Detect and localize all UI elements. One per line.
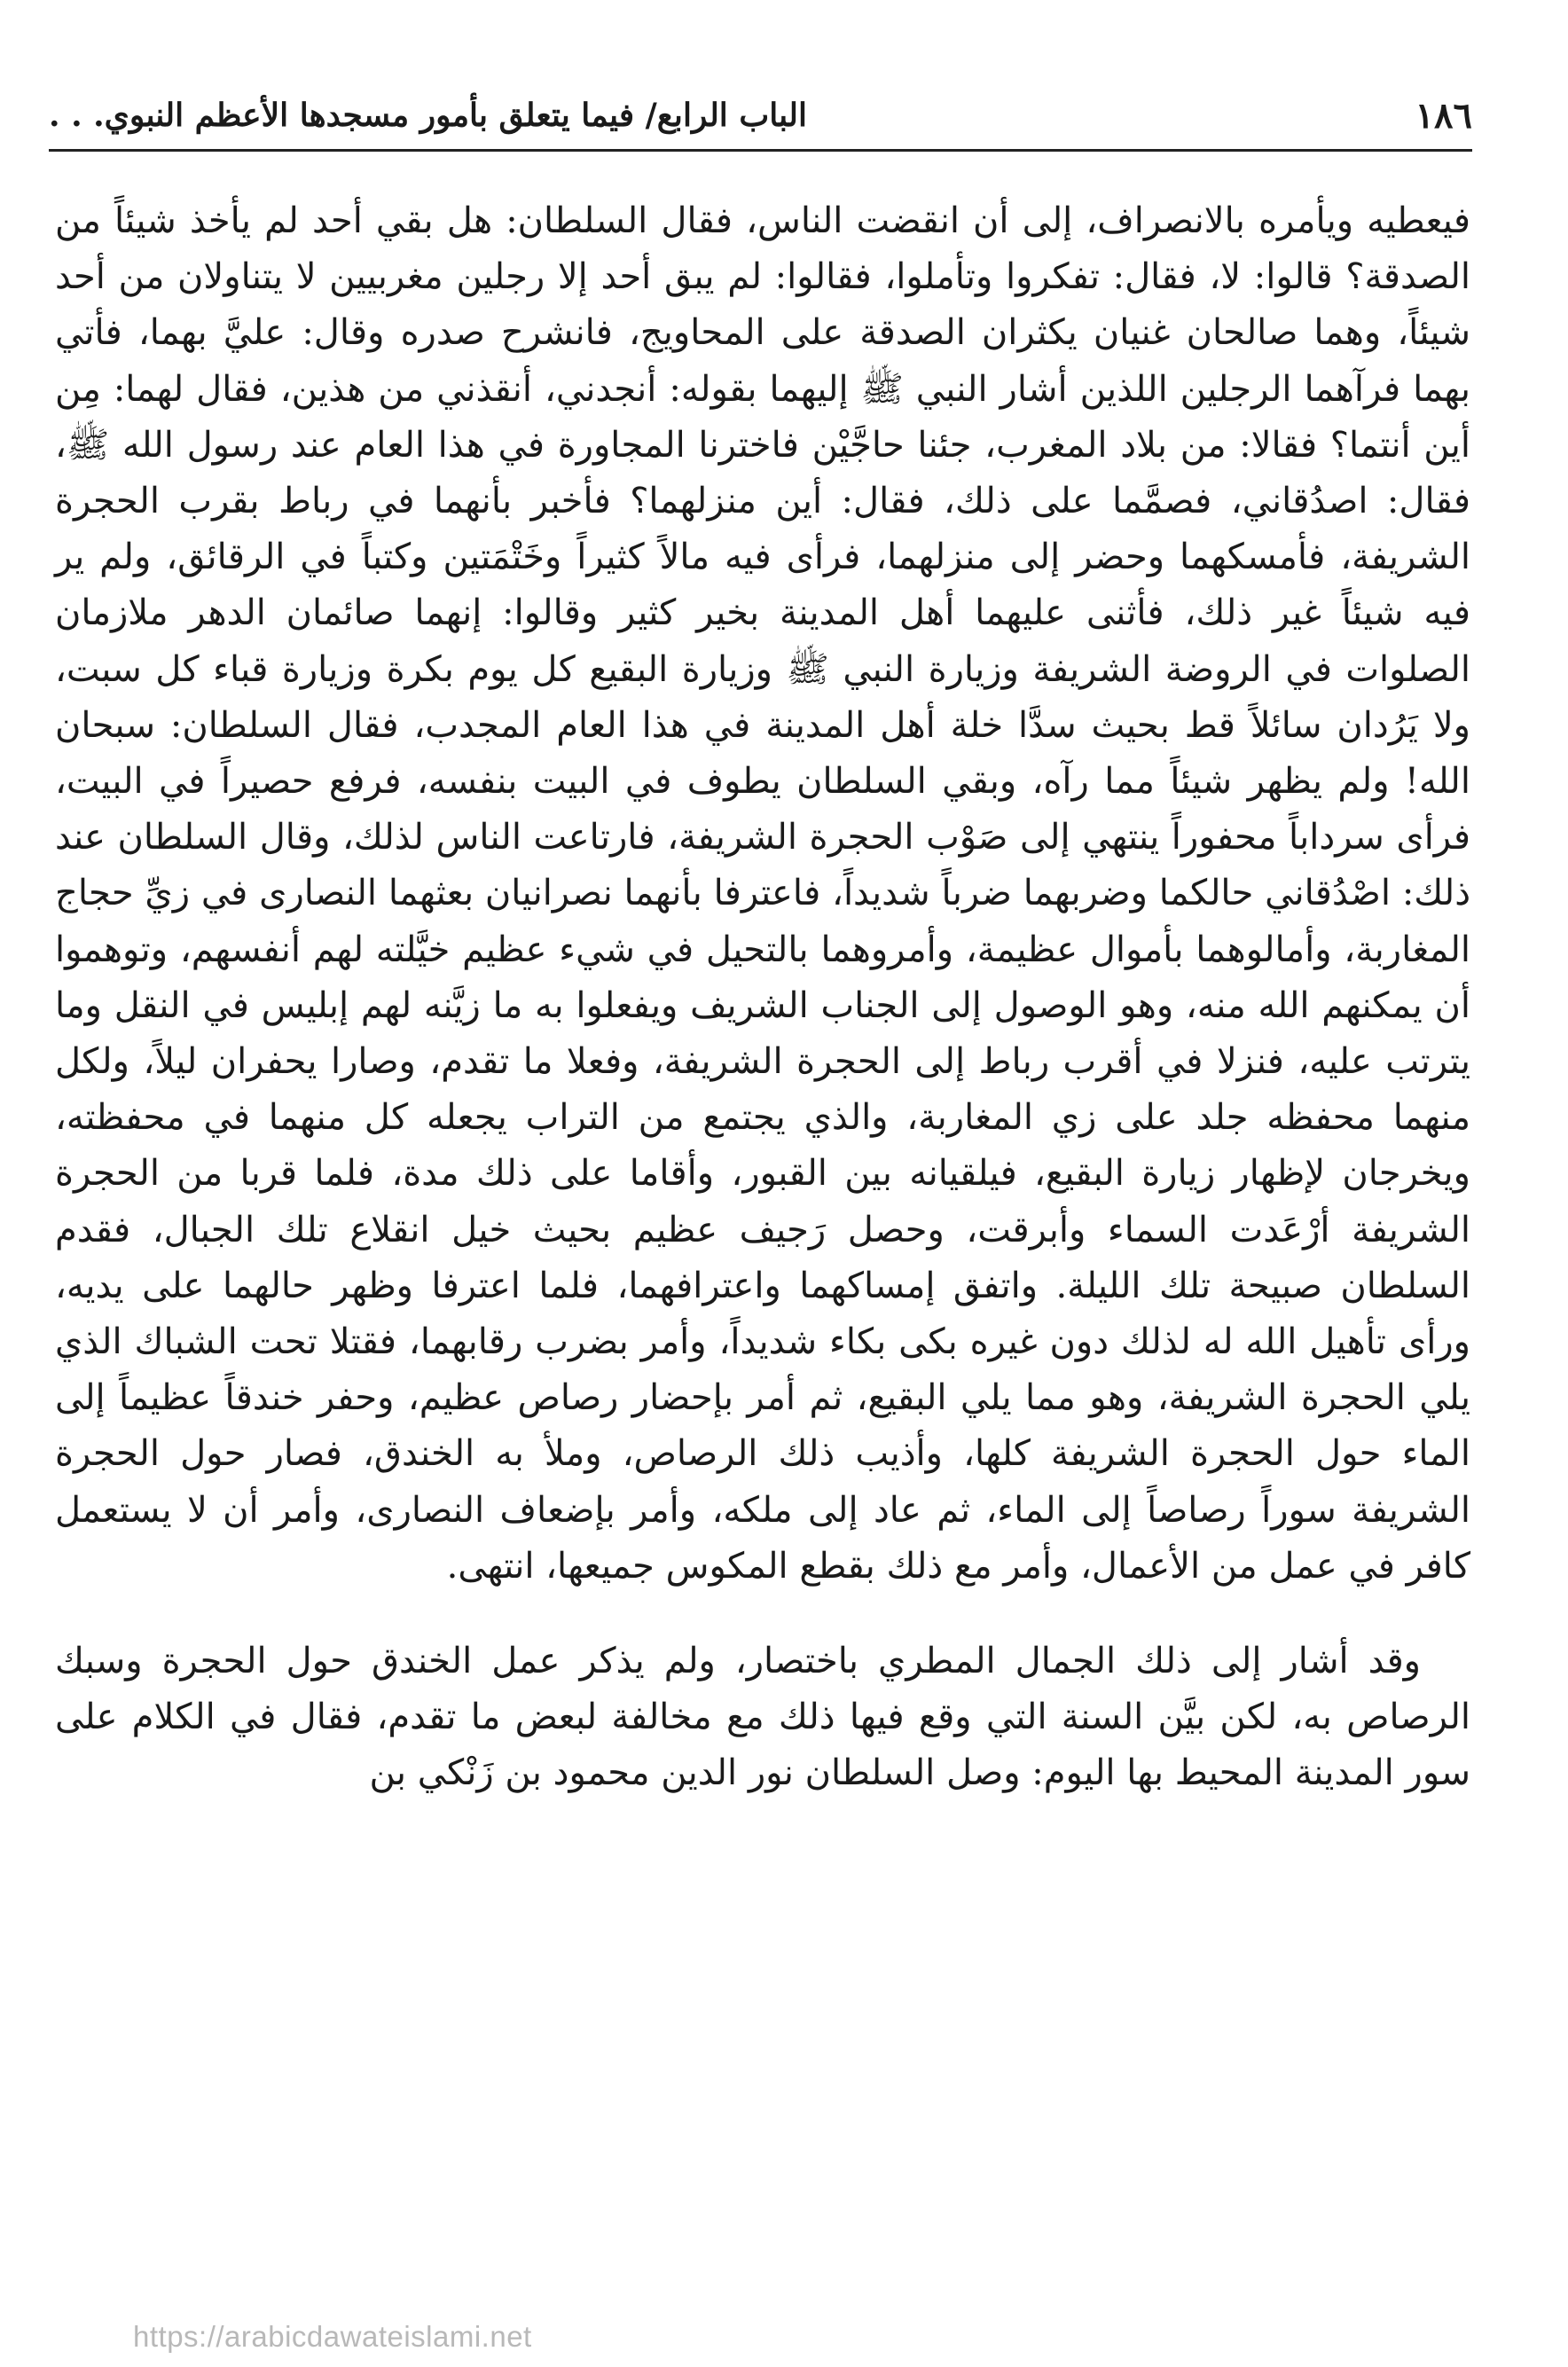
body-text [55, 193, 1470, 1802]
paragraph-1-text: فيعطيه ويأمره بالانصراف، إلى أن انقضت الناس، فقال السلطان: هل بقي أحد لم يأخذ شيئاً من الصدقة؟ قالوا: لا، فقال: تفكروا وتأملوا، فقالوا: لم يبق أحد إلا رجلين مغربيين لا يتناولان من أحد شيئاً، وهما صالحان غنيان يكثران الصدقة على المحاويج، فانشرح صدره وقال: عليَّ بهما، فأتي بهما فرآهما الرجلين اللذين أشار النبي ﷺ إليهما بقوله: أنجدني، أنقذني من هذين، فقال لهما: مِن أين أنتما؟ فقالا: من بلاد المغرب، جئنا حاجَّيْن فاخترنا المجاورة في هذا العام عند رسول الله ﷺ، فقال: اصدُقاني، فصمَّما على ذلك، فقال: أين منزلهما؟ فأخبر بأنهما في رباط بقرب الحجرة الشريفة، فأمسكهما وحضر إلى منزلهما، فرأى فيه مالاً كثيراً وخَتْمَتين وكتباً في الرقائق، ولم ير فيه شيئاً غير ذلك، فأثنى عليهما أهل المدينة بخير كثير وقالوا: إنهما صائمان الدهر ملازمان الصلوات في الروضة الشريفة وزيارة النبي ﷺ وزيارة البقيع كل يوم بكرة وزيارة قباء كل سبت، ولا يَرُدان سائلاً قط بحيث سدَّا خلة أهل المدينة في هذا العام المجدب، فقال السلطان: سبحان الله! ولم يظهر شيئاً مما رآه، وبقي السلطان يطوف في البيت بنفسه، فرفع حصيراً في البيت، فرأى سرداباً محفوراً ينتهي إلى صَوْب الحجرة الشريفة، فارتاعت الناس لذلك، وقال السلطان عند ذلك: اصْدُقاني حالكما وضربهما ضرباً شديداً، فاعترفا بأنهما نصرانيان بعثهما النصارى في زيِّ حجاج المغاربة، وأمالوهما بأموال عظيمة، وأمروهما بالتحيل في شيء عظيم خيَّلته لهم أنفسهم، وتوهموا أن يمكنهم الله منه، وهو الوصول إلى الجناب الشريف ويفعلوا به ما زيَّنه لهم إبليس في النقل وما يترتب عليه، فنزلا في أقرب رباط إلى الحجرة الشريفة، وفعلا ما تقدم، وصارا يحفران ليلاً، ولكل منهما محفظه جلد على زي المغاربة، والذي يجتمع من التراب يجعله كل منهما في محفظته، ويخرجان لإظهار زيارة البقيع، فيلقيانه بين القبور، وأقاما على ذلك مدة، فلما قربا من الحجرة الشريفة أرْعَدت السماء وأبرقت، وحصل رَجيف عظيم بحيث خيل انقلاع تلك الجبال، فقدم السلطان صبيحة تلك الليلة. واتفق إمساكهما واعترافهما، فلما اعترفا وظهر حالهما على يديه، ورأى تأهيل الله له لذلك دون غيره بكى بكاء شديداً، وأمر بضرب رقابهما، فقتلا تحت الشباك الذي يلي الحجرة الشريفة، وهو مما يلي البقيع، ثم أمر بإحضار رصاص عظيم، وحفر خندقاً عظيماً إلى الماء حول الحجرة الشريفة كلها، وأذيب ذلك الرصاص، وملأ به الخندق، فصار حول الحجرة الشريفة سوراً رصاصاً إلى الماء، ثم عاد إلى ملكه، وأمر بإضعاف النصارى، وأمر أن لا يستعمل كافر في عمل من الأعمال، وأمر مع ذلك بقطع المكوس جميعها، انتهى. [55, 200, 1471, 1587]
watermark-url: https://arabicdawateislami.net [133, 2320, 532, 2353]
header-divider [49, 149, 1472, 152]
paragraph-2 [55, 1634, 1470, 1802]
page-header [49, 89, 1472, 142]
paragraph-1 [55, 193, 1470, 1595]
page-number: ١٨٦ [1415, 94, 1472, 137]
running-title: الباب الرابع/ فيما يتعلق بأمور مسجدها الأعظم النبوي. . . [49, 97, 808, 134]
paragraph-2-text: وقد أشار إلى ذلك الجمال المطري باختصار، ولم يذكر عمل الخندق حول الحجرة وسبك الرصاص به، لكن بيَّن السنة التي وقع فيها ذلك مع مخالفة لبعض ما تقدم، فقال في الكلام على سور المدينة المحيط بها اليوم: وصل السلطان نور الدين محمود بن زَنْكي بن [55, 1641, 1470, 1794]
